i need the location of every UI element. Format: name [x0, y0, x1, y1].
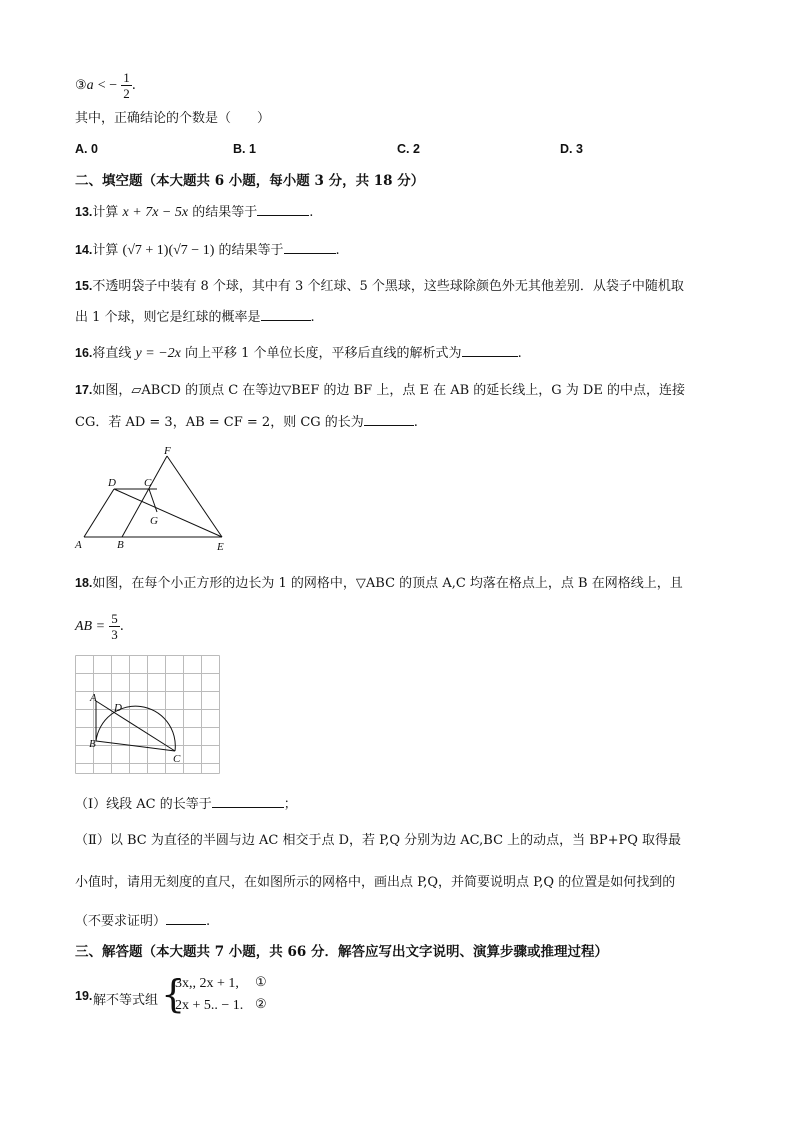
answer-blank[interactable]: [261, 308, 311, 321]
period: .: [335, 243, 340, 258]
question-17-line1: [75, 381, 685, 400]
label-d: D: [108, 477, 116, 489]
question-14: [75, 241, 340, 260]
inequality-2: 2x + 5.. − 1.: [175, 998, 244, 1013]
period: .: [413, 415, 418, 430]
question-text: 解不等式组: [93, 993, 159, 1008]
label-f: F: [164, 445, 171, 457]
question-text: 的结果等于: [192, 205, 258, 220]
question-number: 17.: [75, 383, 93, 397]
option-label: A. 0: [75, 142, 98, 156]
label-e: E: [217, 541, 224, 553]
fraction: [109, 611, 120, 642]
question-number: 14.: [75, 243, 93, 257]
answer-blank[interactable]: [166, 912, 206, 925]
question-text: 如图，▱ABCD 的顶点 C 在等边▽BEF 的边 BF 上，点 E 在 AB 的延长线上，G 为 DE 的中点，连接: [92, 383, 685, 398]
question-18-line1: [75, 574, 683, 593]
question-text: 出 1 个球，则它是红球的概率是: [75, 310, 261, 325]
math-var: a: [86, 78, 94, 93]
question-15-line2: [75, 308, 315, 327]
label-c: C: [173, 753, 181, 765]
line-bf: [122, 456, 167, 537]
period: .: [309, 205, 314, 220]
label-a: A: [75, 539, 82, 551]
fraction: [121, 70, 132, 101]
label-a: A: [90, 692, 97, 704]
section-heading-solutions: 三、解答题（本大题共 7 小题，共 66 分．解答应写出文字说明、演算步骤或推理过程）: [75, 944, 608, 960]
period: .: [517, 346, 522, 361]
line-ad: [84, 489, 114, 537]
question-text: （不要求证明）: [75, 914, 167, 929]
question-18-part2-line1: （Ⅱ）以 BC 为直径的半圆与边 AC 相交于点 D，若 P,Q 分别为边 AC,BC 上的动点，当 BP+PQ 取得最: [75, 833, 682, 848]
fraction-numerator: 1: [123, 70, 130, 85]
left-brace: {: [161, 972, 186, 1016]
fraction-denominator: 3: [111, 627, 118, 642]
label-d: D: [114, 702, 122, 714]
inequality-1: 3x,, 2x + 1,: [175, 976, 239, 991]
fraction-denominator: 2: [123, 86, 130, 101]
label-g: G: [150, 515, 158, 527]
option-d: [560, 142, 583, 157]
math-rel: < −: [97, 78, 118, 93]
answer-blank[interactable]: [462, 344, 518, 357]
period: .: [131, 78, 136, 93]
question-18-part1: [75, 795, 297, 814]
section-heading-fill-in: 二、填空题（本大题共 6 小题，每小题 3 分，共 18 分）: [75, 173, 425, 189]
question-number: 15.: [75, 279, 93, 293]
option-label: B. 1: [233, 142, 256, 156]
question-15-line1: [75, 277, 684, 296]
option-b: [233, 142, 256, 157]
q12-prompt: 其中，正确结论的个数是（ ）: [75, 111, 271, 126]
question-text: 计算: [92, 205, 119, 220]
segment-ac: [96, 701, 175, 751]
question-text: （Ⅰ）线段 AC 的长等于: [75, 797, 212, 812]
semicircle-bc: [96, 706, 175, 751]
question-18-part2-line2: 小值时，请用无刻度的直尺，在如图所示的网格中，画出点 P,Q，并简要说明点 P,Q 的位置是如何找到的: [75, 875, 676, 890]
line-cg: [149, 489, 157, 512]
question-text: 不透明袋子中装有 8 个球，其中有 3 个红球、5 个黑球，这些球除颜色外无其他差别．从袋子中随机取: [92, 279, 684, 294]
option-label: D. 3: [560, 142, 583, 156]
question-18-line2: [75, 611, 124, 642]
grid-lines: [76, 656, 220, 774]
math-expression: x + 7x − 5x: [122, 205, 189, 220]
period: .: [310, 310, 315, 325]
math-expression: (√7 + 1)(√7 − 1): [122, 243, 215, 258]
circled-2: ②: [255, 997, 267, 1012]
question-number: 18.: [75, 576, 93, 590]
math-expression: y = −2x: [135, 346, 181, 361]
answer-blank[interactable]: [364, 413, 414, 426]
label-c: C: [144, 477, 152, 489]
option-a: [75, 142, 98, 157]
question-13: [75, 203, 313, 222]
question-17-line2: [75, 413, 418, 432]
option-c: [397, 142, 420, 157]
question-text: 如图，在每个小正方形的边长为 1 的网格中，▽ABC 的顶点 A,C 均落在格点上，点 B 在网格线上，且: [92, 576, 683, 591]
question-number: 13.: [75, 205, 93, 219]
grid-semicircle-figure: [75, 655, 225, 780]
period: .: [119, 619, 124, 634]
math-expression: AB =: [75, 619, 106, 634]
semicolon: ；: [283, 797, 297, 812]
q12-item3: [75, 70, 136, 101]
question-text: 的结果等于: [218, 243, 284, 258]
item-marker: ③: [75, 78, 87, 93]
answer-blank[interactable]: [257, 203, 309, 216]
option-label: C. 2: [397, 142, 420, 156]
question-18-part2-line3: [75, 912, 210, 931]
label-b: B: [117, 539, 124, 551]
fraction-numerator: 5: [111, 611, 118, 626]
question-text: 计算: [92, 243, 119, 258]
question-16: [75, 344, 522, 363]
question-number: 16.: [75, 346, 93, 360]
question-text: 向上平移 1 个单位长度，平移后直线的解析式为: [185, 346, 462, 361]
question-number: 19.: [75, 989, 93, 1003]
label-b: B: [89, 738, 96, 750]
answer-blank[interactable]: [284, 241, 336, 254]
question-text: 将直线: [92, 346, 132, 361]
parallelogram-triangle-figure: [72, 440, 242, 555]
circled-1: ①: [255, 975, 267, 990]
question-text: CG．若 AD = 3，AB = CF = 2，则 CG 的长为: [75, 415, 364, 430]
period: .: [206, 914, 211, 929]
answer-blank[interactable]: [212, 795, 284, 808]
